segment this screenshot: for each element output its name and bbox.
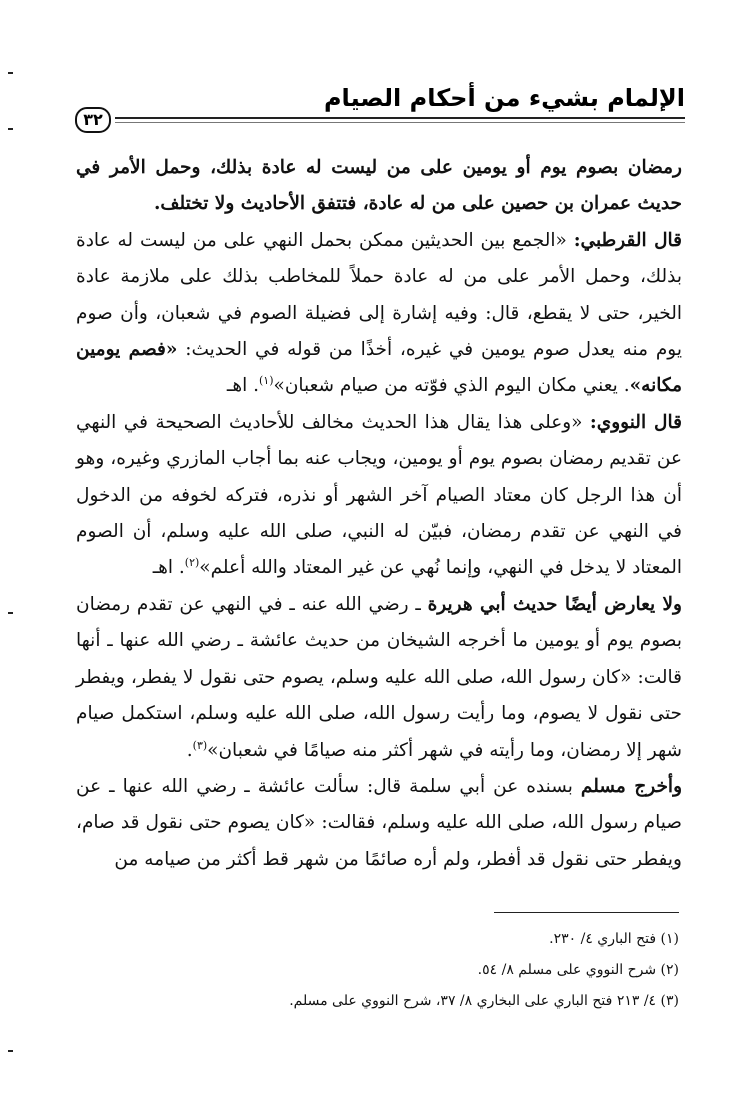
nawawi-quote: «وعلى هذا يقال هذا الحديث مخالف للأحاديث الصحيحة في النهي عن تقديم رمضان بصوم يوم أو يومين، ويجاب عنه بما أجاب المازري وغيره، وهو أن هذا الرجل كان معتاد الصيام آخر الشهر أو نذره، فتركه لخوفه من الدخول في النهي عن تقدم رمضان، فبيّن له النبي، صلى الله عليه وسلم، أن الصوم المعتاد لا يدخل في النهي، وإنما نُهي عن غير المعتاد والله أعلم» [76,411,682,579]
footnote-separator [494,912,679,913]
paragraph-2 [76,223,682,405]
paragraph-3 [76,405,682,587]
header-rule [115,117,685,119]
book-title: الإلمام بشيء من أحكام الصيام [323,84,685,112]
paragraph-4 [76,587,682,769]
paragraph-3-tail: . اهـ [152,557,185,579]
paragraph-4-tail: . [186,739,193,761]
margin-mark [8,612,13,614]
footnote-ref-3[interactable]: (٣) [192,738,208,752]
header-rule-thin [115,122,685,123]
paragraph-5 [76,769,682,878]
aisha-hadith: ـ رضي الله عنه ـ في النهي عن تقدم رمضان بصوم يوم أو يومين ما أخرجه الشيخان من حديث عائشة ـ رضي الله عنها ـ أنها قالت: «كان رسول الله، صلى الله عليه وسلم، يصوم حتى نقول لا يفطر، ويفطر حتى نقول لا يصوم، وما رأيت رسول الله، صلى الله عليه وسلم، استكمل صيام شهر إلا رمضان، وما رأيته في شهر أكثر منه صيامًا في شعبان» [76,593,682,761]
qurtubi-lead: قال القرطبي: [573,229,682,251]
qurtubi-quote-end: . يعني مكان اليوم الذي فوّته من صيام شعبان» [273,375,630,397]
page-header [75,80,685,130]
footnote-3: (٣) ٤/ ٢١٣ فتح الباري على البخاري ٨/ ٣٧، شرح النووي على مسلم. [289,993,679,1009]
paragraph-1-text: رمضان بصوم يوم أو يومين على من ليست له عادة بذلك، وحمل الأمر في حديث عمران بن حصين على من له عادة، فتتفق الأحاديث ولا تختلف. [76,157,682,215]
footnote-ref-1[interactable]: (١) [258,374,274,388]
paragraph-1 [76,150,682,223]
footnote-ref-2[interactable]: (٢) [184,556,200,570]
footnotes [79,924,679,1017]
footnote-1: (١) فتح الباري ٤/ ٢٣٠. [549,931,679,947]
footnote-2: (٢) شرح النووي على مسلم ٨/ ٥٤. [477,962,679,978]
abu-hurayra-lead: ولا يعارض أيضًا حديث أبي هريرة [427,593,682,615]
margin-mark [8,72,13,74]
margin-mark [8,128,13,130]
margin-mark [8,1050,13,1052]
page-number: ٣٢ [75,107,111,133]
qurtubi-quote: «الجمع بين الحديثين ممكن بحمل النهي على من ليست له عادة بذلك، وحمل الأمر على من له عادة حملاً للمخاطب بذلك على ملازمة عادة الخير، حتى لا يقطع، قال: وفيه إشارة إلى فضيلة الصوم في شعبان، وأن صوم يوم منه يعدل صوم يومين في غيره، أخذًا من قوله في الحديث: [76,229,682,361]
hadith-quote: «فصم يومين مكانه» [76,339,682,397]
paragraph-2-tail: . اهـ [226,375,259,397]
page-body [76,150,682,878]
nawawi-lead: قال النووي: [589,411,682,433]
muslim-lead: وأخرج مسلم [580,775,683,797]
muslim-narration: بسنده عن أبي سلمة قال: سألت عائشة ـ رضي الله عنها ـ عن صيام رسول الله، صلى الله عليه وسلم، فقالت: «كان يصوم حتى نقول قد صام، ويفطر حتى نقول قد أفطر، ولم أره صائمًا من شهر قط أكثر من صيامه من [76,775,682,870]
